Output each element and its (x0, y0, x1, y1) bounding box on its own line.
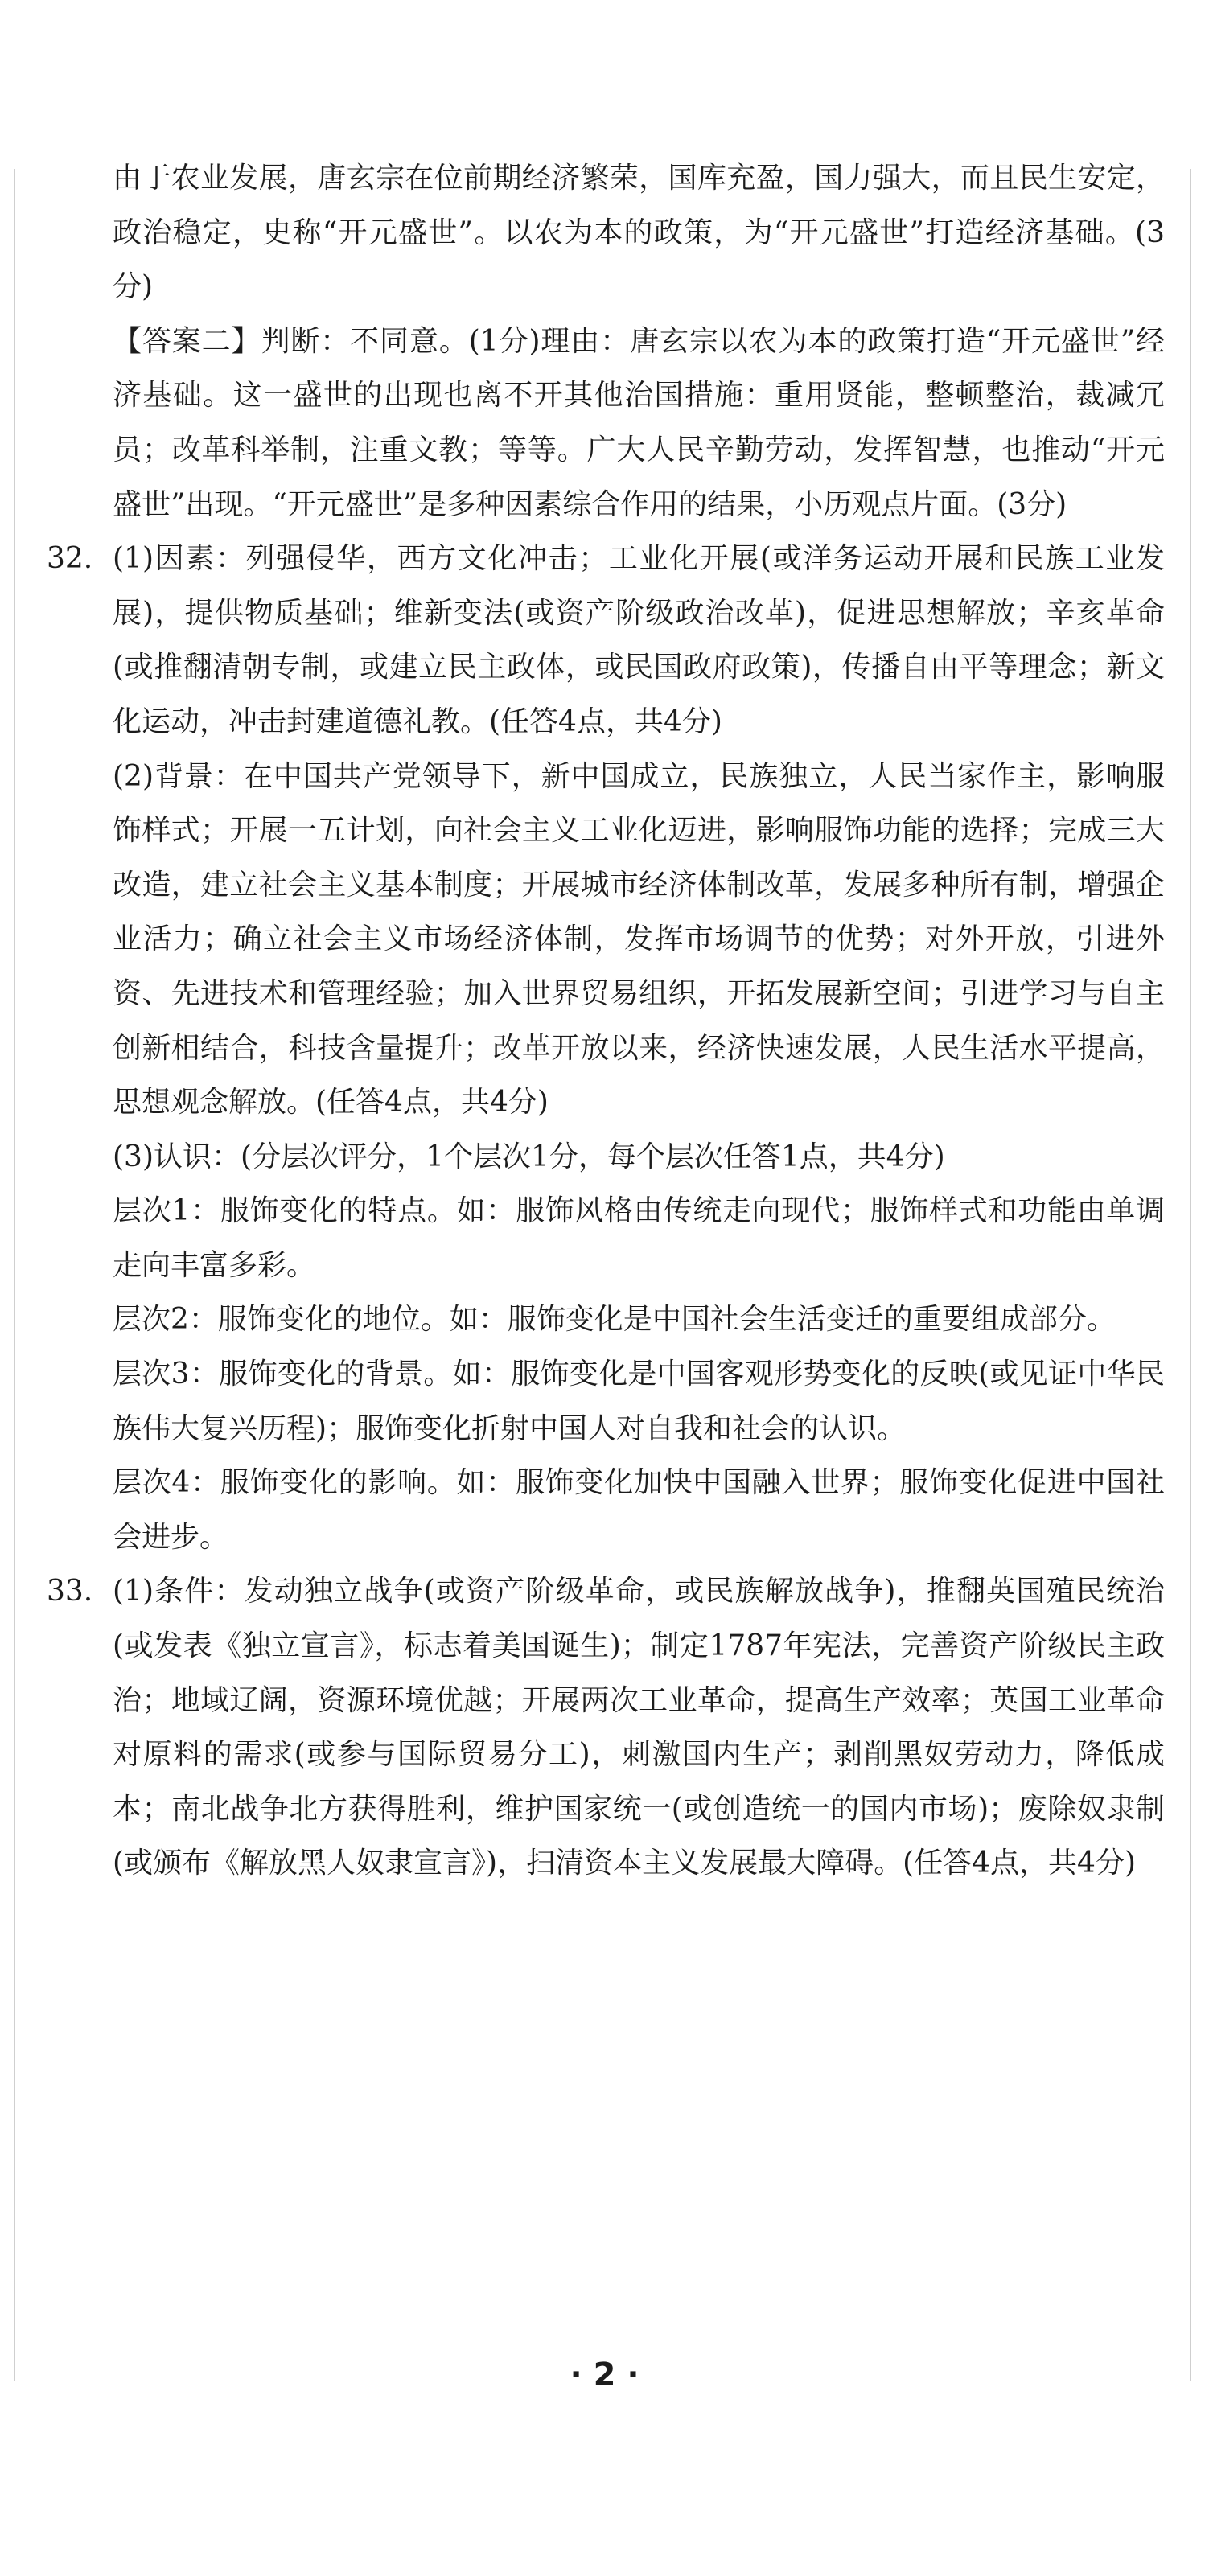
page-number: · 2 · (570, 2356, 639, 2393)
level-2-paragraph: 层次2：服饰变化的地位。如：服饰变化是中国社会生活变迁的重要组成部分。 (113, 1303, 1116, 1337)
question-32-part-1 (47, 532, 1165, 749)
question-number: 32. (47, 542, 93, 576)
answer-paragraph: 由于农业发展，唐玄宗在位前期经济繁荣，国库充盈，国力强大，而且民生安定，政治稳定，史称“开元盛世”。以农为本的政策，为“开元盛世”打造经济基础。(3分) (113, 162, 1165, 304)
question-32-part-2: (2)背景：在中国共产党领导下，新中国成立，民族独立，人民当家作主，影响服饰样式；开展一五计划，向社会主义工业化迈进，影响服饰功能的选择；完成三大改造，建立社会主义基本制度；开展城市经济体制改革，发展多种所有制，增强企业活力；确立社会主义市场经济体制，发挥市场调节的优势；对外开放，引进外资、先进技术和管理经验；加入世界贸易组织，开拓发展新空间；引进学习与自主创新相结合，科技含量提升；改革开放以来，经济快速发展，人民生活水平提高，思想观念解放。(任答4点，共4分) (113, 759, 1165, 1120)
question-32-part-3: (3)认识：(分层次评分，1个层次1分，每个层次任答1点，共4分) (113, 1140, 945, 1173)
answer-text: (1)因素：列强侵华，西方文化冲击；工业化开展(或洋务运动开展和民族工业发展)，提供物质基础；维新变法(或资产阶级政治改革)，促进思想解放；辛亥革命(或推翻清朝专制，或建立民主政体，或民国政府政策)，传播自由平等理念；新文化运动，冲击封建道德礼教。(任答4点，共4分) (113, 542, 1165, 738)
question-33-part-1 (47, 1564, 1165, 1891)
answer-text: (1)条件：发动独立战争(或资产阶级革命，或民族解放战争)，推翻英国殖民统治(或发表《独立宣言》，标志着美国诞生)；制定1787年宪法，完善资产阶级民主政治；地域辽阔，资源环境优越；开展两次工业革命，提高生产效率；英国工业革命对原料的需求(或参与国际贸易分工)，刺激国内生产；剥削黑奴劳动力，降低成本；南北战争北方获得胜利，维护国家统一(或创造统一的国内市场)；废除奴隶制(或颁布《解放黑人奴隶宣言》)，扫清资本主义发展最大障碍。(任答4点，共4分) (113, 1575, 1165, 1880)
answer-two-paragraph: 【答案二】判断：不同意。(1分)理由：唐玄宗以农为本的政策打造“开元盛世”经济基础。这一盛世的出现也离不开其他治国措施：重用贤能，整顿整治，裁减冗员；改革科举制，注重文教；等等。广大人民辛勤劳动，发挥智慧，也推动“开元盛世”出现。“开元盛世”是多种因素综合作用的结果，小历观点片面。(3分) (113, 324, 1165, 521)
level-3-paragraph: 层次3：服饰变化的背景。如：服饰变化是中国客观形势变化的反映(或见证中华民族伟大复兴历程)；服饰变化折射中国人对自我和社会的认识。 (113, 1358, 1165, 1445)
level-4-paragraph: 层次4：服饰变化的影响。如：服饰变化加快中国融入世界；服饰变化促进中国社会进步。 (113, 1466, 1165, 1554)
question-number: 33. (47, 1575, 93, 1608)
level-1-paragraph: 层次1：服饰变化的特点。如：服饰风格由传统走向现代；服饰样式和功能由单调走向丰富多彩。 (113, 1194, 1165, 1282)
left-margin-line (14, 169, 15, 2381)
right-margin-line (1190, 169, 1191, 2381)
answer-content (47, 151, 1165, 1891)
